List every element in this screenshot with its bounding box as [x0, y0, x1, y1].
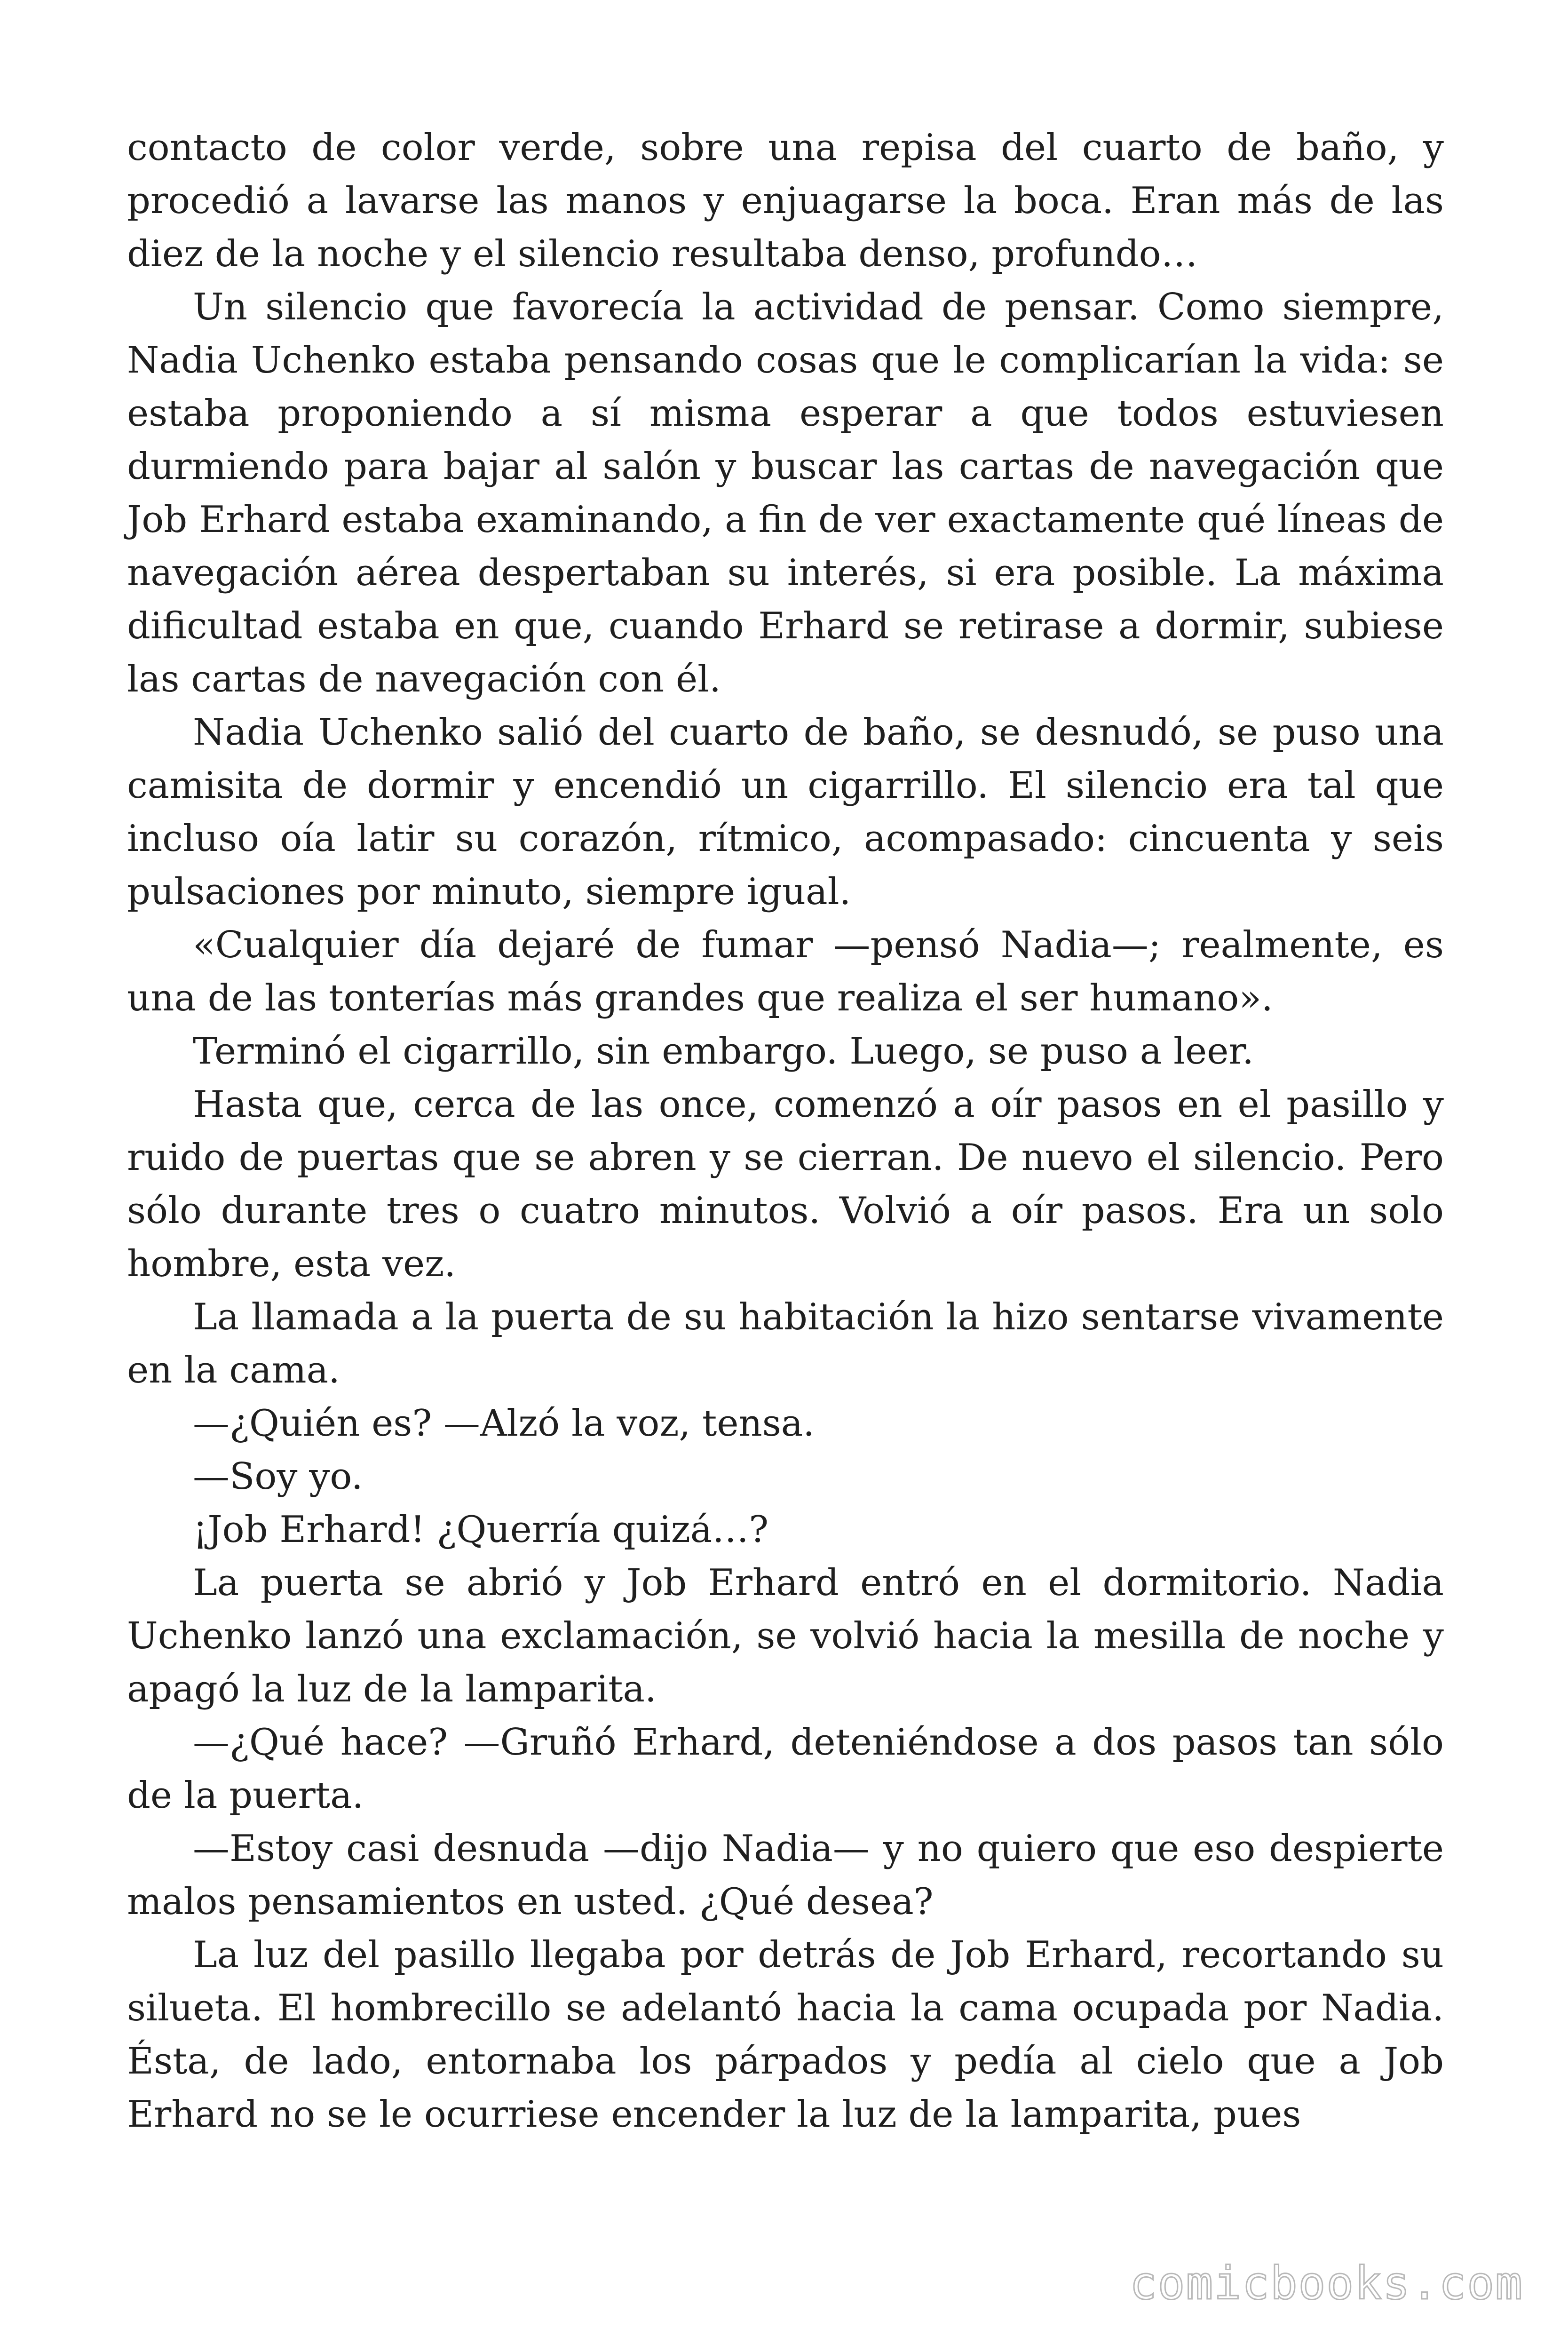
paragraph-4: «Cualquier día dejaré de fumar —pensó Nadia—; realmente, es una de las tonterías más grandes que realiza el ser humano».: [127, 924, 1444, 1019]
paragraph-9: La puerta se abrió y Job Erhard entró en el dormitorio. Nadia Uchenko lanzó una exclamación, se volvió hacia la mesilla de noche y apagó la luz de la lamparita.: [127, 1562, 1444, 1710]
dialogue-line-2: —Soy yo.: [193, 1455, 363, 1498]
paragraph-10: La luz del pasillo llegaba por detrás de Job Erhard, recortando su silueta. El hombrecillo se adelantó hacia la cama ocupada por Nadia. Ésta, de lado, entornaba los párpados y pedía al cielo que a Job Erhard no se le ocurriese encender la luz de la lamparita, pues: [127, 1934, 1444, 2136]
paragraph-3: Nadia Uchenko salió del cuarto de baño, se desnudó, se puso una camisita de dormir y encendió un cigarrillo. El silencio era tal que incluso oía latir su corazón, rítmico, acompasado: cincuenta y seis pulsaciones por minuto, siempre igual.: [127, 711, 1444, 913]
paragraph-5: Terminó el cigarrillo, sin embargo. Luego, se puso a leer.: [193, 1030, 1254, 1073]
dialogue-line-3: —¿Qué hace? —Gruñó Erhard, deteniéndose a dos pasos tan sólo de la puerta.: [127, 1721, 1444, 1817]
watermark: comicbooks.com: [1129, 2257, 1523, 2310]
paragraph-7: La llamada a la puerta de su habitación la hizo sentarse vivamente en la cama.: [127, 1296, 1444, 1391]
paragraph-6: Hasta que, cerca de las once, comenzó a oír pasos en el pasillo y ruido de puertas que se abren y se cierran. De nuevo el silencio. Pero sólo durante tres o cuatro minutos. Volvió a oír pasos. Era un solo hombre, esta vez.: [127, 1083, 1444, 1285]
paragraph-1: contacto de color verde, sobre una repisa del cuarto de baño, y procedió a lavarse las manos y enjuagarse la boca. Eran más de las diez de la noche y el silencio resultaba denso, profundo…: [127, 127, 1444, 275]
paragraph-2: Un silencio que favorecía la actividad de pensar. Como siempre, Nadia Uchenko estaba pensando cosas que le complicarían la vida: se estaba proponiendo a sí misma esperar a que todos estuviesen durmiendo para bajar al salón y buscar las cartas de navegación que Job Erhard estaba examinando, a fin de ver exactamente qué líneas de navegación aérea despertaban su interés, si era posible. La máxima dificultad estaba en que, cuando Erhard se retirase a dormir, subiese las cartas de navegación con él.: [127, 286, 1444, 700]
dialogue-line-4: —Estoy casi desnuda —dijo Nadia— y no quiero que eso despierte malos pensamientos en usted. ¿Qué desea?: [127, 1828, 1444, 1923]
dialogue-line-1: —¿Quién es? —Alzó la voz, tensa.: [193, 1402, 815, 1445]
paragraph-8: ¡Job Erhard! ¿Querría quizá…?: [193, 1509, 769, 1551]
book-page-text: [127, 121, 1444, 2141]
